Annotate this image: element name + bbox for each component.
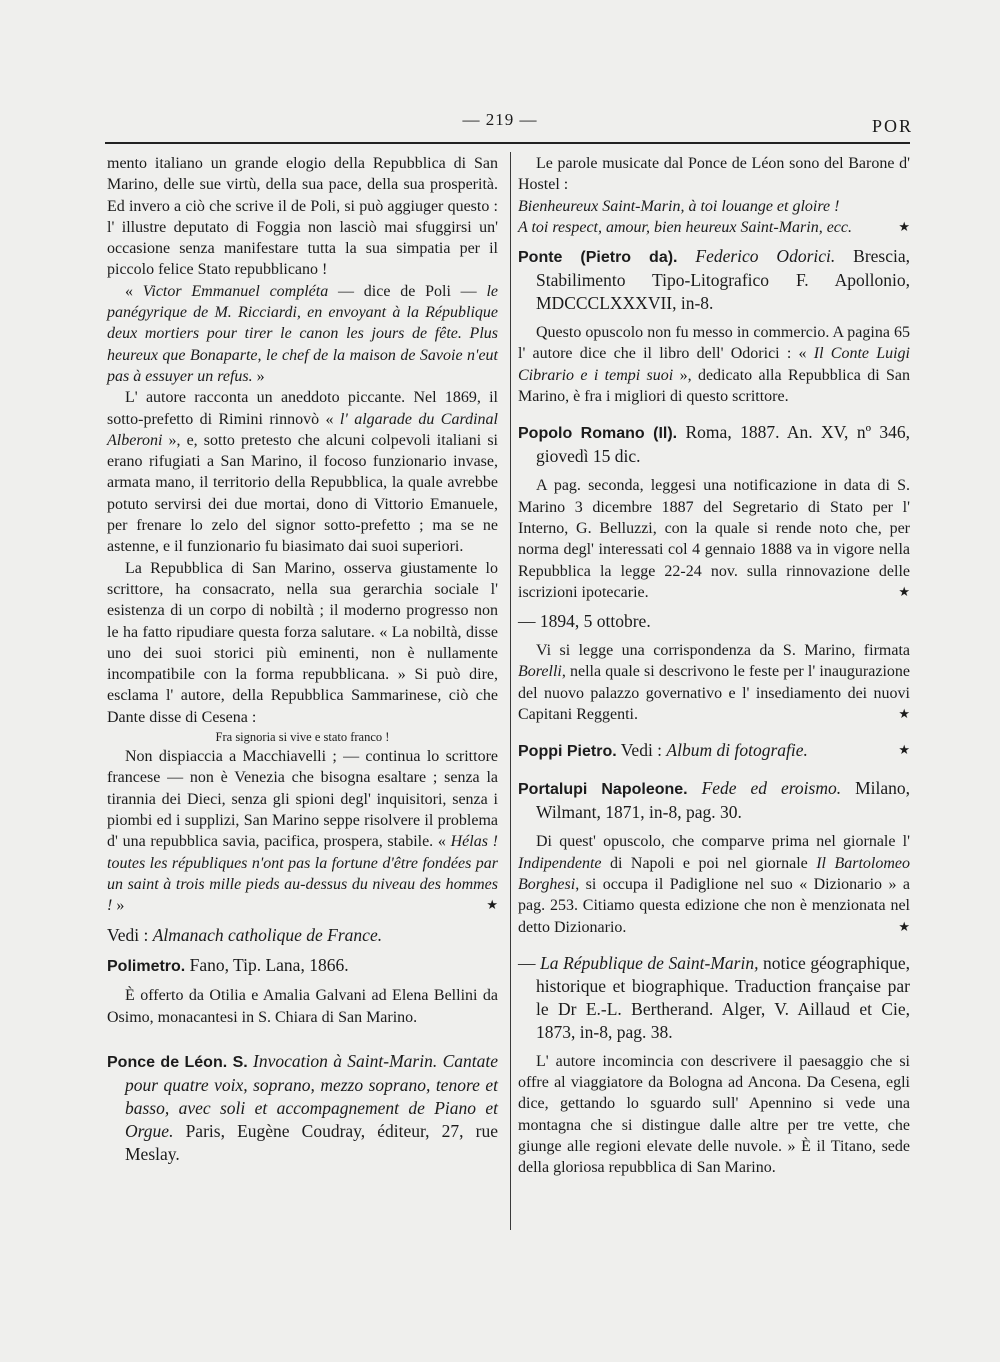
entry-heading: — La République de Saint-Marin, notice géographique, historique et biographique. Traduction française par le Dr E.-L. Bertherand. Alger, V. Aillaud et Cie, 1873, in-8, pag. 38. [518,952,910,1042]
paragraph: « Victor Emmanuel compléta — dice de Poli — le panégyrique de M. Ricciardi, en envoyant à la République deux mortiers pour tirer le canon les jours de fête. Plus heureux que Bonaparte, le chef de la maison de Savoie n'eut pas à essuyer un refus. » [107,282,498,385]
running-head: POR [872,116,914,136]
verse-line: A toi respect, amour, bien heureux Saint-Marin, ecc. ★ [518,217,910,238]
paragraph: È offerto da Otilia e Amalia Galvani ad Elena Bellini da Osimo, monacantesi in S. Chiara di San Marino. [107,987,498,1026]
paragraph: Questo opuscolo non fu messo in commercio. A pagina 65 l' autore dice che il libro dell' Odorici : « Il Conte Luigi Cibrario e i tempi suoi », dedicato alla Repubblica di San Marino, è fra i migliori di questo scrittore. [518,324,911,406]
paragraph: Le parole musicate dal Ponce de Léon sono del Barone d' Hostel : [518,155,910,194]
entry-heading: Poppi Pietro. Vedi : Album di fotografie. ★ [518,740,910,761]
entry-heading: — 1894, 5 ottobre. [518,611,651,632]
entry-heading: Polimetro. Fano, Tip. Lana, 1866. [107,955,349,976]
paragraph: L' autore incomincia con descrivere il paesaggio che si offre al viaggiatore da Bologna ad Ancona. Da Cesena, egli dice, gettando lo sguardo sull' Apennino si vede una montagna che si distingue dalle altre per tre vette, che giunge alle regioni elevate delle nuvole. » È il Titano, sede della gloriosa repubblica di San Marino. [518,1052,910,1177]
star-icon: ★ [486,898,498,914]
paragraph: Non dispiaccia a Macchiavelli ; — continua lo scrittore francese — non è Venezia che bisogna esaltare ; senza la tirannia dei Dieci, senza gli spioni degl' inquisitori, senza i piombi ed i supplizi, San Marino seppe risolvere il problema d' una repubblica savia, pacifica, prospera, stabile. « Hélas ! toutes les républiques n'ont pas la fortune d'être fondées par un saint à trois mille pieds au-dessus du niveau des hommes ! » ★ [107,746,498,916]
paragraph: A pag. seconda, leggesi una notificazione in data di S. Marino 3 dicembre 1887 del Segretario di Stato per l' Interno, G. Belluzzi, con la quale si rende noto che, per norma degl' interessati col 4 gennaio 1888 va in vigore nella Repubblica la legge 22-24 nov. sulla rinnovazione delle iscrizioni ipotecarie. ★ [518,475,910,603]
entry-heading: Popolo Romano (Il). Roma, 1887. An. XV, nº 346, giovedì 15 dic. [518,422,911,467]
paragraph: mento italiano un grande elogio della Repubblica di San Marino, delle sue virtù, della sua pace, della sua prosperità. Ed invero a ciò che scrive il de Poli, si può aggiuger questo : l' illustre deputato di Foggia non lasciò mai sfuggirsi un' occasione senza manifestare tutta la sua simpatia per il piccolo felice Stato repubblicano ! [107,155,498,279]
star-icon: ★ [898,584,910,600]
paragraph: Di quest' opuscolo, che comparve prima nel giornale l' Indipendente di Napoli e poi nel giornale Il Bartolomeo Borghesi, si occupa il Padiglione nel suo « Dizionario » a pag. 253. Citiamo questa edizione che non è menzionata nel detto Dizionario. ★ [518,831,910,937]
entry-heading: Ponce de Léon. S. Invocation à Saint-Marin. Cantate pour quatre voix, soprano, mezzo soprano, tenore et basso, avec soli et accompagnement de Piano et Orgue. Paris, Eugène Coudray, éditeur, 27, rue Meslay. [107,1050,498,1164]
verse-quote: Fra signoria si vive e stato franco ! [215,730,390,745]
star-icon: ★ [898,707,910,723]
star-icon: ★ [898,919,910,935]
header-rule [105,142,910,144]
paragraph: L' autore racconta un aneddoto piccante. Nel 1869, il sotto-prefetto di Rimini rinnovò « l' algarade du Cardinal Alberoni », e, sotto pretesto che alcuni colpevoli italiani si erano rifugiati a San Marino, il focoso funzionario invase, armata mano, il territorio della Repubblica, la quale avrebbe potuto servirsi dei due mortai, dono di Vittorio Emanuele, per frenare lo zelo del signor sotto-prefetto ; ma se ne astenne, e il funzionario fu biasimato dai suoi superiori. [107,389,498,556]
paragraph: Vi si legge una corrispondenza da S. Marino, firmata Borelli, nella quale si descrivono le feste per l' inaugurazione del nuovo palazzo governativo e l' insediamento dei nuovi Capitani Reggenti. ★ [518,640,910,725]
star-icon: ★ [898,219,910,235]
entry-heading: Ponte (Pietro da). Federico Odorici. Brescia, Stabilimento Tipo-Litografico F. Apollonio, MDCCCLXXXVII, in-8. [518,246,910,314]
column-divider [510,152,511,1230]
left-column [107,153,498,1166]
see-also: Vedi : Almanach catholique de France. [107,925,383,946]
page-number: — 219 — [462,110,538,129]
paragraph: La Repubblica di San Marino, osserva giustamente lo scrittore, ha consacrato, nella sua gerarchia sociale l' esistenza di un corpo di nobiltà ; il moderno progresso non le ha fatto ripudiare questa forza salutare. « La nobiltà, disse uno dei suoi storici più eminenti, non è nullamente incompatibile con la forma repubblicana. » Si può dire, esclama l' autore, della Repubblica Sammarinese, ciò che Dante disse di Cesena : [107,559,498,726]
right-column [518,153,910,1179]
star-icon: ★ [898,743,910,759]
verse-line: Bienheureux Saint-Marin, à toi louange et gloire ! [518,197,840,215]
entry-heading: Portalupi Napoleone. Fede ed eroismo. Milano, Wilmant, 1871, in-8, pag. 30. [518,778,910,823]
